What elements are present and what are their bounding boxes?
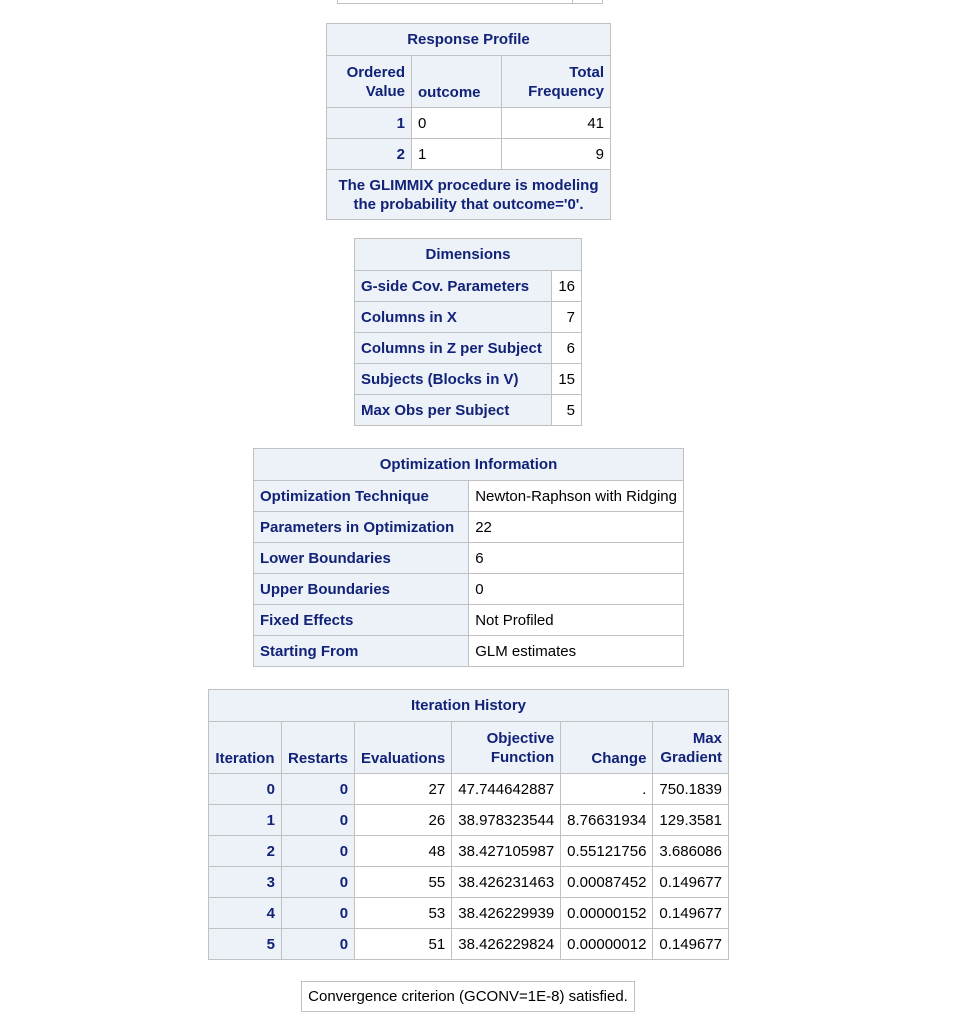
restarts-header: Restarts: [282, 722, 355, 774]
optimization-title: Optimization Information: [254, 449, 684, 481]
convergence-status: Convergence criterion (GCONV=1E-8) satisfied.: [301, 981, 635, 1012]
max-gradient-header: Max Gradient: [653, 722, 729, 774]
table-row: 2 0 48 38.427105987 0.55121756 3.686086: [209, 836, 729, 867]
table-row: Starting From GLM estimates: [254, 636, 684, 667]
ordered-value-header: Ordered Value: [327, 56, 412, 108]
response-profile-note: The GLIMMIX procedure is modeling the probability that outcome='0'.: [327, 170, 611, 220]
outcome-header: outcome: [412, 56, 502, 108]
table-row: Columns in Z per Subject 6: [355, 333, 582, 364]
table-row: G-side Cov. Parameters 16: [355, 271, 582, 302]
table-row: Optimization Technique Newton-Raphson with Ridging: [254, 481, 684, 512]
response-profile-table: [326, 23, 611, 220]
evaluations-header: Evaluations: [355, 722, 452, 774]
table-row: 5 0 51 38.426229824 0.00000012 0.149677: [209, 929, 729, 960]
iteration-history-title: Iteration History: [209, 690, 729, 722]
dimensions-table: [354, 238, 582, 426]
table-row: Max Obs per Subject 5: [355, 395, 582, 426]
table-row: Upper Boundaries 0: [254, 574, 684, 605]
dimensions-title: Dimensions: [355, 239, 582, 271]
table-row: Columns in X 7: [355, 302, 582, 333]
table-row: 2 1 9: [327, 139, 611, 170]
table-row: 1 0 26 38.978323544 8.76631934 129.3581: [209, 805, 729, 836]
change-header: Change: [561, 722, 653, 774]
response-profile-title: Response Profile: [327, 24, 611, 56]
total-frequency-header: Total Frequency: [502, 56, 611, 108]
table-row: 3 0 55 38.426231463 0.00087452 0.149677: [209, 867, 729, 898]
table-row: Parameters in Optimization 22: [254, 512, 684, 543]
objective-function-header: Objective Function: [452, 722, 561, 774]
table-row: 0 0 27 47.744642887 . 750.1839: [209, 774, 729, 805]
table-row: 4 0 53 38.426229939 0.00000152 0.149677: [209, 898, 729, 929]
iteration-header: Iteration: [209, 722, 282, 774]
previous-table-fragment: [337, 0, 603, 4]
table-row: Lower Boundaries 6: [254, 543, 684, 574]
iteration-history-table: [208, 689, 729, 960]
optimization-table: [253, 448, 684, 667]
table-row: 1 0 41: [327, 108, 611, 139]
table-row: Fixed Effects Not Profiled: [254, 605, 684, 636]
table-row: Subjects (Blocks in V) 15: [355, 364, 582, 395]
